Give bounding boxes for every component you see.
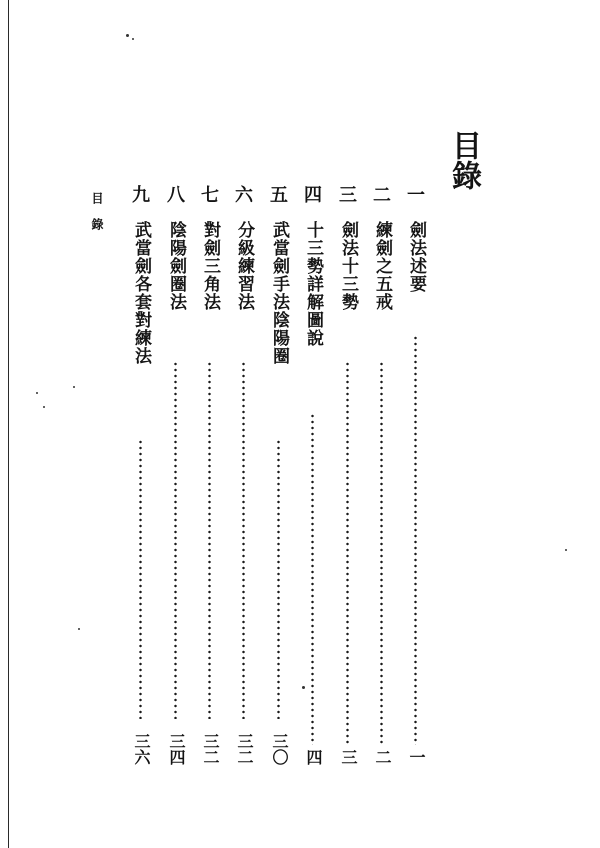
scan-speck bbox=[43, 406, 45, 408]
toc-entry bbox=[266, 185, 292, 765]
toc-entry bbox=[335, 185, 361, 765]
entry-title: 十三勢詳解圖說 bbox=[303, 221, 323, 347]
entry-page-number: 二 bbox=[373, 749, 392, 765]
scan-speck bbox=[132, 38, 134, 40]
entry-number: 二 bbox=[373, 185, 391, 206]
page-title: 目錄 bbox=[446, 130, 481, 190]
dot-leader bbox=[242, 361, 245, 719]
scan-speck bbox=[78, 628, 80, 630]
dot-leader bbox=[346, 361, 349, 745]
toc-entry bbox=[163, 185, 189, 765]
entry-page-number: 一 bbox=[407, 749, 426, 765]
entry-page-number: 三二 bbox=[235, 733, 254, 765]
entry-page-number: 三 bbox=[339, 749, 358, 765]
binding-edge-line bbox=[8, 0, 9, 848]
scan-speck bbox=[36, 392, 38, 394]
toc-entry bbox=[197, 185, 223, 765]
scan-speck bbox=[565, 549, 567, 551]
entry-number: 五 bbox=[270, 185, 288, 206]
entry-number: 七 bbox=[201, 185, 219, 206]
running-footer-label: 目錄 bbox=[90, 192, 104, 244]
entry-number: 三 bbox=[339, 185, 357, 206]
dot-leader bbox=[380, 361, 383, 745]
entry-title: 劍法述要 bbox=[406, 221, 426, 293]
toc-entry bbox=[231, 185, 257, 765]
scan-speck bbox=[126, 34, 129, 37]
toc-entry bbox=[300, 185, 326, 765]
dot-leader bbox=[174, 361, 177, 719]
entry-title: 對劍三角法 bbox=[200, 221, 220, 311]
dot-leader bbox=[208, 361, 211, 719]
entry-page-number: 三二 bbox=[201, 733, 220, 765]
scan-speck bbox=[302, 686, 305, 689]
entry-title: 武當劍手法陰陽圈 bbox=[269, 221, 289, 365]
entry-page-number: 三四 bbox=[167, 733, 186, 765]
toc-entry bbox=[369, 185, 395, 765]
entry-number: 九 bbox=[132, 185, 150, 206]
toc-entry bbox=[128, 185, 154, 765]
entry-title: 練劍之五戒 bbox=[372, 221, 392, 311]
entry-page-number: 三〇 bbox=[270, 733, 289, 765]
entry-number: 四 bbox=[304, 185, 322, 206]
toc-entry bbox=[403, 185, 429, 765]
dot-leader bbox=[139, 439, 142, 719]
entry-page-number: 四 bbox=[304, 749, 323, 765]
dot-leader bbox=[311, 413, 314, 745]
dot-leader bbox=[277, 439, 280, 719]
entry-title: 武當劍各套對練法 bbox=[131, 221, 151, 365]
entry-title: 劍法十三勢 bbox=[338, 221, 358, 311]
entry-title: 分級練習法 bbox=[234, 221, 254, 311]
entry-number: 六 bbox=[235, 185, 253, 206]
entry-title: 陰陽劍圈法 bbox=[166, 221, 186, 311]
entry-number: 一 bbox=[407, 185, 425, 206]
dot-leader bbox=[414, 335, 417, 745]
entry-number: 八 bbox=[167, 185, 185, 206]
scan-speck bbox=[73, 386, 75, 388]
entry-page-number: 三六 bbox=[132, 733, 151, 765]
